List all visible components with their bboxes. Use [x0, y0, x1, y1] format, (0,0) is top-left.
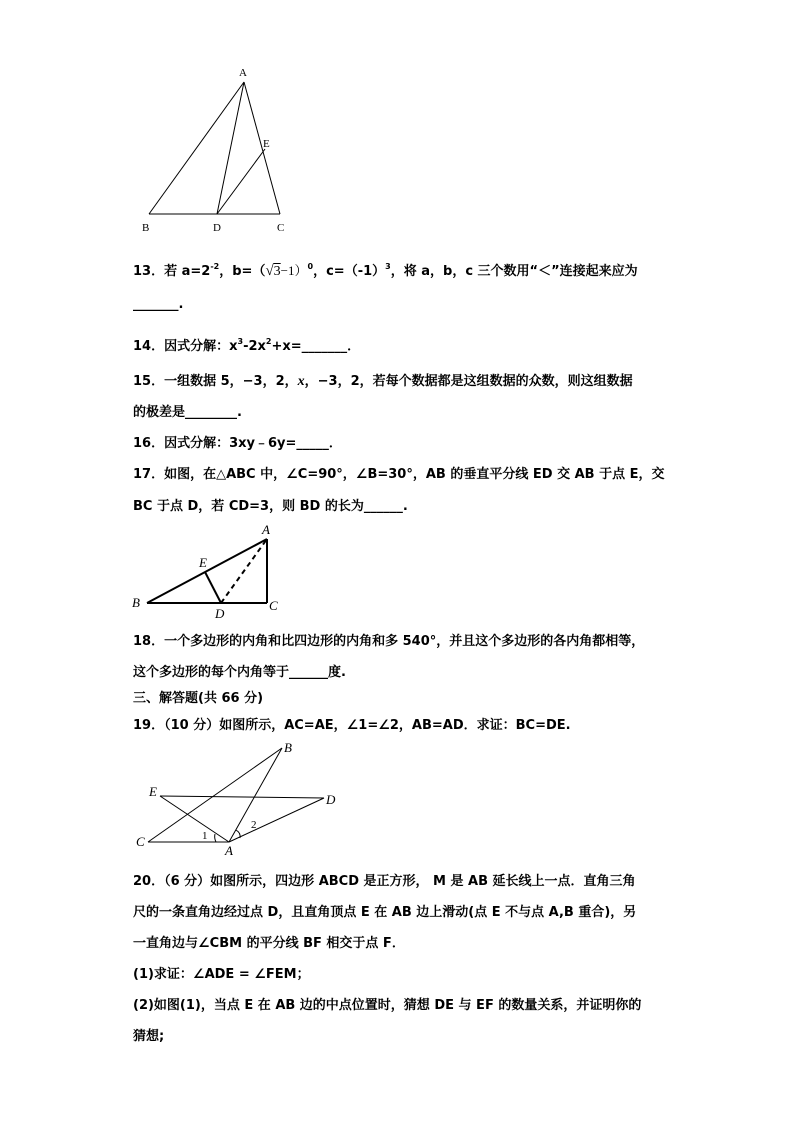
segment-ad [217, 82, 244, 214]
q14-exp2: 2 [265, 337, 272, 346]
segment-ed [160, 796, 324, 798]
figure-q19 [130, 738, 350, 858]
label-b: B [132, 595, 140, 610]
label-e: E [199, 555, 207, 570]
question-20-line3: 一直角边与∠CBM 的平分线 BF 相交于点 F． [133, 936, 405, 951]
q15-text-a: 15．一组数据 5，−3，2， [133, 374, 298, 389]
sqrt-sign: √ [265, 263, 274, 279]
figure-triangle-top [130, 62, 300, 237]
label-angle-1: 1 [202, 830, 208, 842]
question-20-part2-line1: (2)如图(1)，当点 E 在 AB 边的中点位置时，猜想 DE 与 EF 的数量关系，并证明你的 [133, 998, 642, 1013]
label-b: B [142, 222, 150, 234]
q14-exp1: 3 [237, 337, 244, 346]
question-18-line1: 18．一个多边形的内角和比四边形的内角和多 540°，并且这个多边形的各内角都相等， [133, 634, 645, 649]
label-c: C [269, 598, 278, 613]
question-20-line2: 尺的一条直角边经过点 D，且直角顶点 E 在 AB 边上滑动(点 E 不与点 A,B 重合)，另 [133, 905, 637, 920]
question-17-line1: 17．如图，在△ABC 中，∠C=90°，∠B=30°，AB 的垂直平分线 ED 交 AB 于点 E，交 [133, 467, 665, 482]
segment-ad-dashed [221, 539, 267, 603]
label-d: D [215, 606, 225, 620]
q13-number: 13． [133, 264, 165, 279]
question-15-line2: 的极差是________. [133, 405, 242, 420]
segment-ac [244, 82, 280, 214]
label-a: A [225, 843, 233, 858]
label-d: D [213, 222, 221, 234]
angle-1-arc [215, 834, 216, 842]
question-17-line2: BC 于点 D，若 CD=3，则 BD 的长为______. [133, 499, 408, 514]
question-15-line1 [133, 370, 633, 390]
segment-ea [160, 796, 229, 842]
q14-mid: -2x [243, 339, 266, 354]
question-16: 16．因式分解：3xy﹣6y=_____． [133, 436, 342, 451]
label-b: B [284, 740, 292, 755]
question-20-part2-line2: 猜想; [133, 1029, 165, 1044]
question-13 [133, 260, 638, 280]
label-e: E [263, 138, 270, 150]
question-19: 19．（10 分）如图所示，AC=AE，∠1=∠2，AB=AD．求证：BC=DE. [133, 718, 571, 733]
segment-ab [149, 82, 244, 214]
question-20-line1: 20．（6 分）如图所示，四边形 ABCD 是正方形， M 是 AB 延长线上一点．直角三角 [133, 874, 636, 889]
q15-variable-x: x [297, 374, 305, 389]
q13-a: 若 a=2 [164, 264, 211, 279]
q13-exp-b: 0 [307, 262, 314, 271]
segment-ab [147, 539, 267, 603]
q14-number: 14． [133, 339, 165, 354]
label-d: D [326, 792, 336, 807]
q14-post: +x=_______． [271, 339, 361, 354]
q13-exp-a: -2 [210, 262, 220, 271]
q14-pre: 因式分解：x [164, 339, 238, 354]
label-c: C [136, 834, 145, 849]
q13-post: ，将 a，b，c 三个数用“＜”连接起来应为 [390, 264, 638, 279]
segment-cb [148, 748, 282, 842]
question-18-line2: 这个多边形的每个内角等于______度. [133, 665, 346, 680]
q13-sqrt-value: 3 [273, 264, 281, 279]
segment-ed [205, 572, 221, 603]
label-c: C [277, 222, 285, 234]
question-14 [133, 335, 360, 354]
q13-c: ，c=（-1） [313, 264, 386, 279]
question-20-part1: (1)求证：∠ADE = ∠FEM； [133, 967, 310, 982]
label-angle-2: 2 [251, 819, 257, 831]
q13-answer-blank: _______. [133, 297, 184, 312]
label-a: A [239, 67, 247, 79]
segment-de [217, 149, 265, 214]
label-e: E [149, 784, 157, 799]
q13-minus: −1） [280, 263, 308, 278]
figure-right-triangle-q17 [128, 520, 288, 620]
q13-b: ，b=（ [219, 264, 266, 279]
q13-exp-c: 3 [385, 262, 391, 271]
q15-text-b: ，−3，2，若每个数据都是这组数据的众数，则这组数据 [304, 374, 633, 389]
section-title: 三、解答题(共 66 分) [133, 691, 264, 706]
label-a: A [262, 522, 270, 537]
segment-ad [229, 798, 324, 842]
